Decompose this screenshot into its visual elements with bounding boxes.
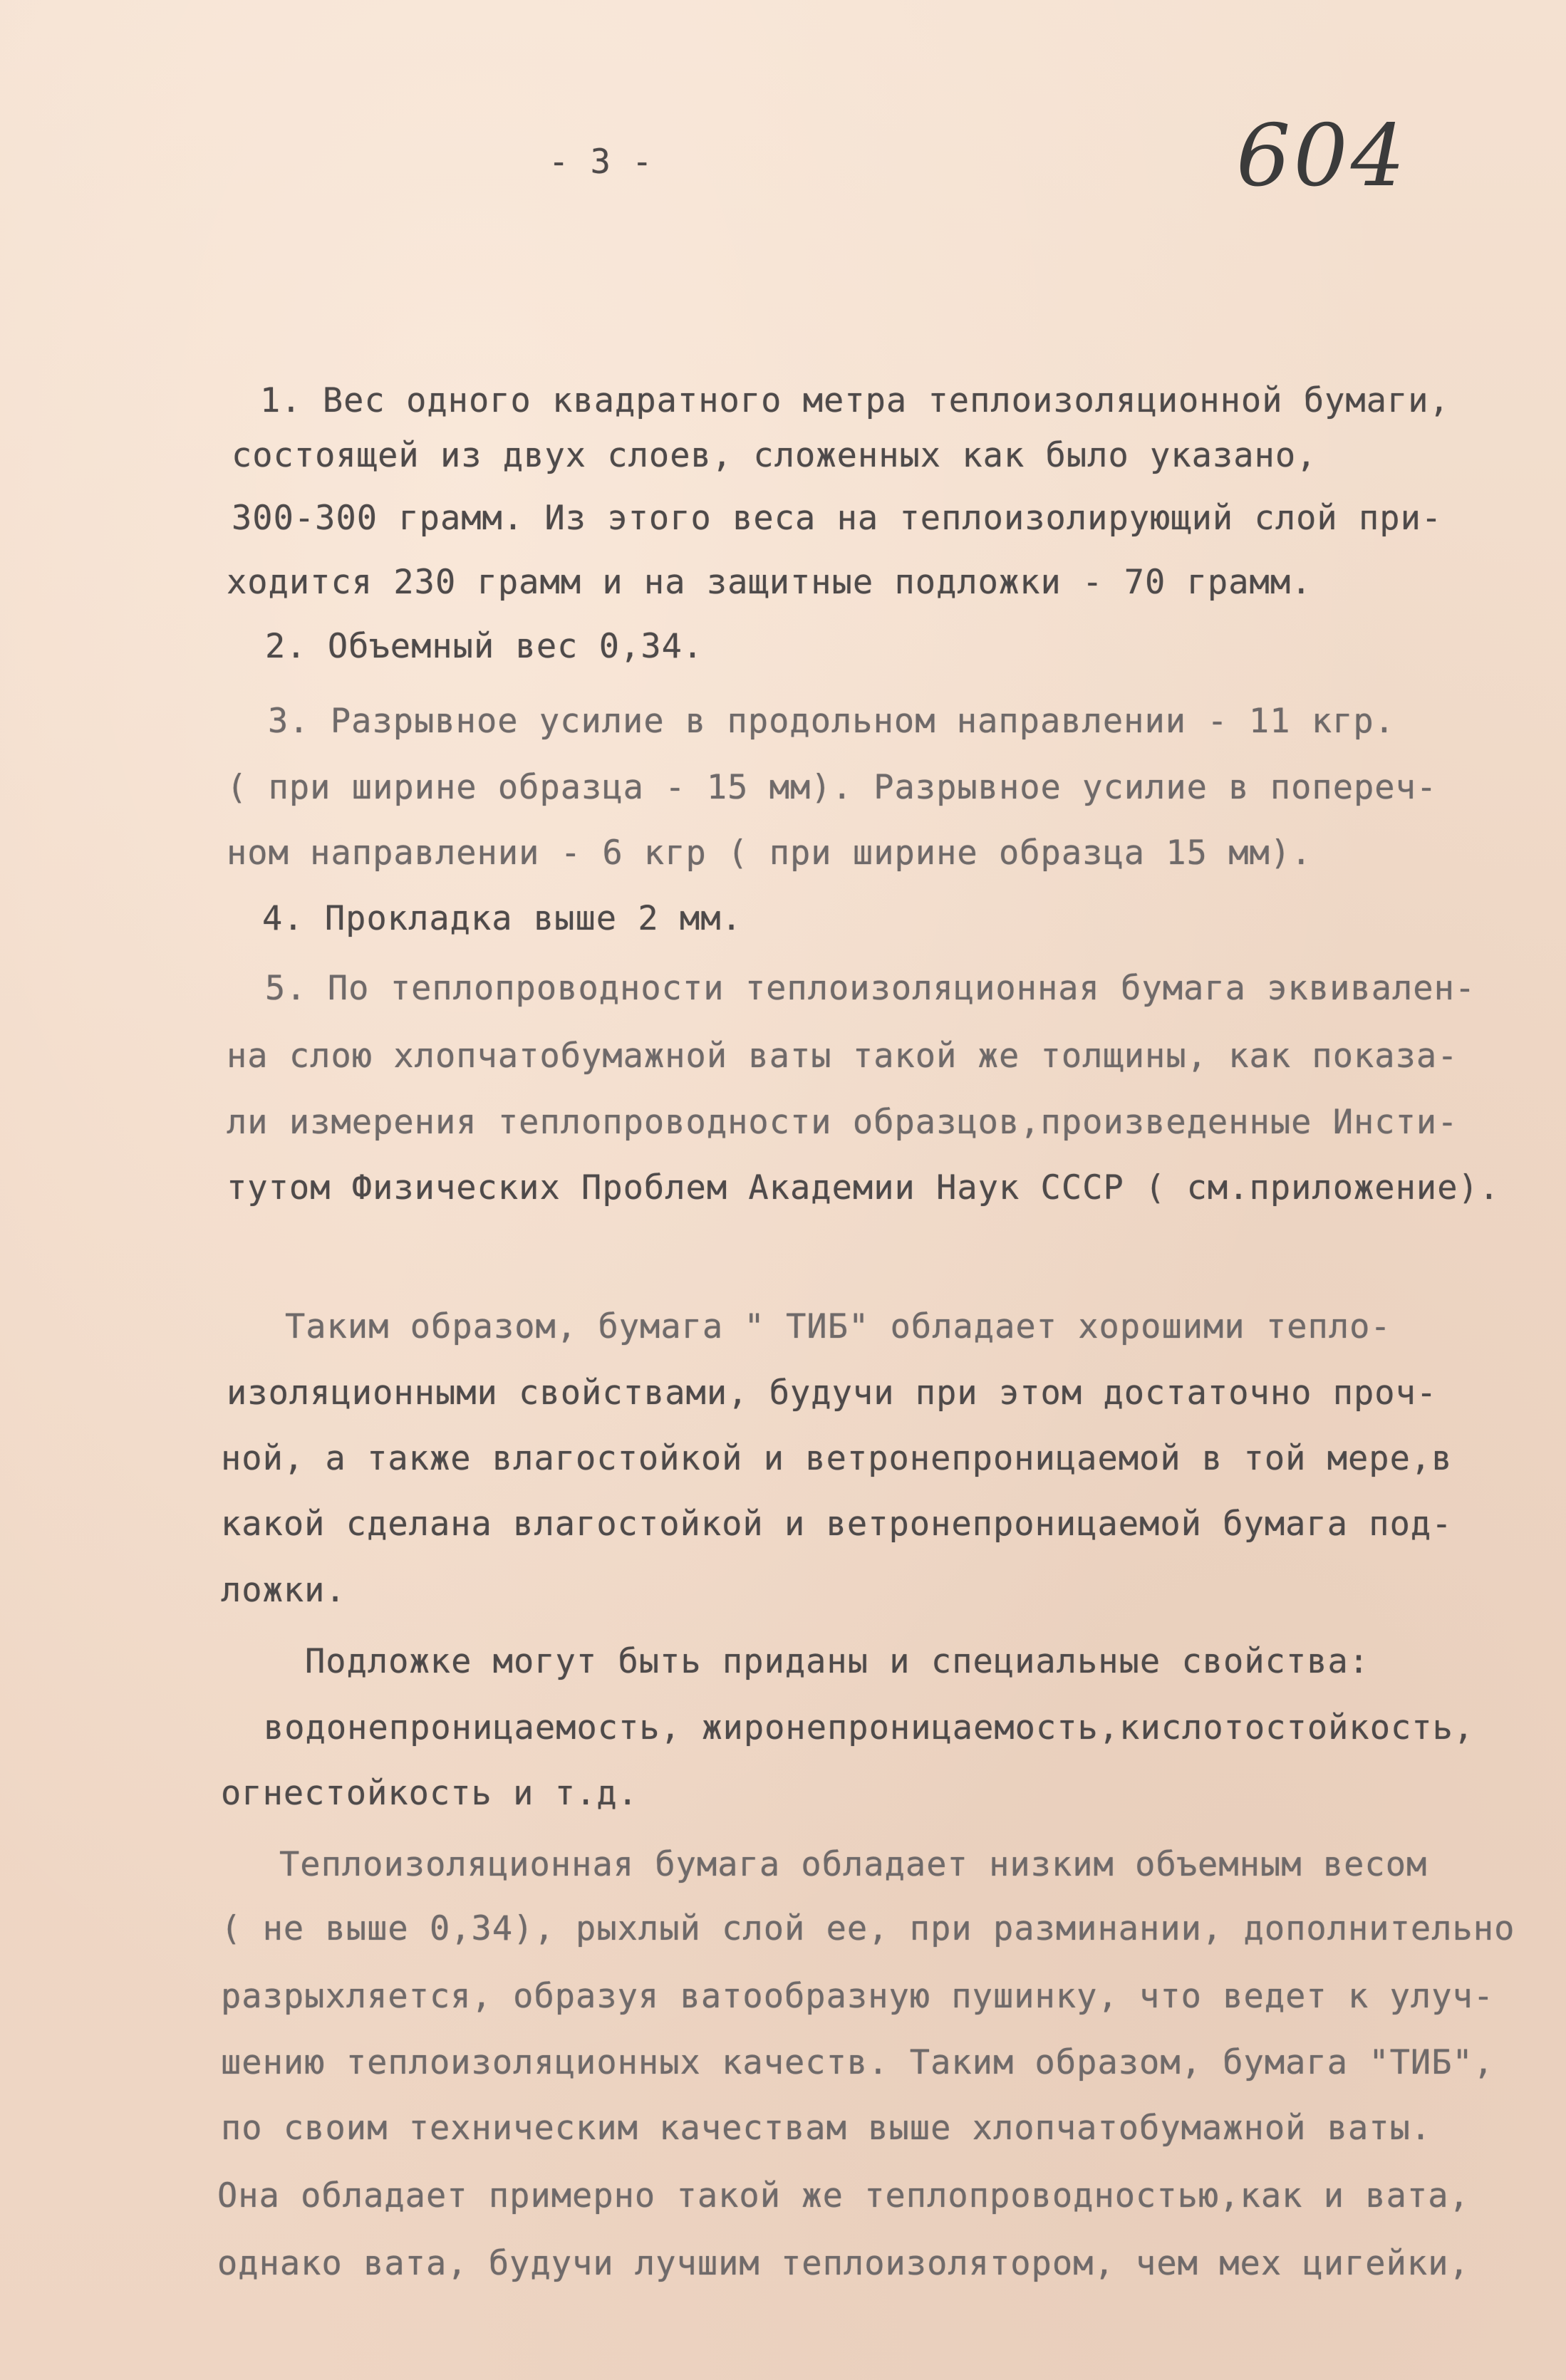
paragraph-line: Она обладает примерно такой же теплопроводностью,как и вата, [217, 2176, 1470, 2215]
paragraph-line: водонепроницаемость, жиронепроницаемость,кислотостойкость, [264, 1708, 1475, 1747]
item-line: 1. Вес одного квадратного метра теплоизоляционной бумаги, [260, 381, 1450, 420]
item-line: 4. Прокладка выше 2 мм. [262, 899, 742, 938]
paragraph-line: огнестойкость и т.д. [221, 1774, 638, 1813]
item-line: ном направлении - 6 кгр ( при ширине образца 15 мм). [227, 833, 1312, 873]
paragraph-line: разрыхляется, образуя ватообразную пушинку, что ведет к улуч- [221, 1977, 1495, 2016]
item-line: 3. Разрывное усилие в продольном направлении - 11 кгр. [268, 702, 1396, 741]
paragraph-line: ( не выше 0,34), рыхлый слой ее, при разминании, дополнительно [221, 1909, 1515, 1948]
item-line: состоящей из двух слоев, сложенных как было указано, [232, 436, 1317, 475]
paragraph-line: шению теплоизоляционных качеств. Таким образом, бумага "ТИБ", [221, 2043, 1495, 2082]
paragraph-line: ной, а также влагостойкой и ветронепроницаемой в той мере,в [221, 1439, 1453, 1478]
paragraph-line: Таким образом, бумага " ТИБ" обладает хорошими тепло- [285, 1307, 1391, 1346]
paragraph-line: Подложке могут быть приданы и специальные свойства: [305, 1642, 1370, 1681]
item-line: на слою хлопчатобумажной ваты такой же толщины, как показа- [227, 1036, 1458, 1076]
item-line: ли измерения теплопроводности образцов,произведенные Инсти- [227, 1103, 1458, 1142]
item-line: 5. По теплопроводности теплоизоляционная бумага эквивален- [265, 969, 1476, 1008]
paragraph-line: Теплоизоляционная бумага обладает низким объемным весом [279, 1845, 1428, 1884]
item-line: тутом Физических Проблем Академии Наук СССР ( см.приложение). [227, 1168, 1500, 1207]
paragraph-line: однако вата, будучи лучшим теплоизолятором, чем мех цигейки, [217, 2244, 1470, 2283]
archive-number-handwritten: 604 [1236, 107, 1409, 206]
paragraph-line: изоляционными свойствами, будучи при этом достаточно проч- [227, 1373, 1438, 1413]
item-line: ходится 230 грамм и на защитные подложки - 70 грамм. [227, 563, 1312, 602]
page-number: - 3 - [549, 142, 653, 182]
paragraph-line: по своим техническим качествам выше хлопчатобумажной ваты. [221, 2109, 1432, 2148]
item-line: 2. Объемный вес 0,34. [265, 627, 704, 666]
item-line: ( при ширине образца - 15 мм). Разрывное усилие в попереч- [227, 768, 1438, 807]
item-line: 300-300 грамм. Из этого веса на теплоизолирующий слой при- [232, 499, 1443, 538]
paragraph-line: ложки. [221, 1571, 346, 1610]
paragraph-line: какой сделана влагостойкой и ветронепроницаемой бумага под- [221, 1505, 1453, 1544]
